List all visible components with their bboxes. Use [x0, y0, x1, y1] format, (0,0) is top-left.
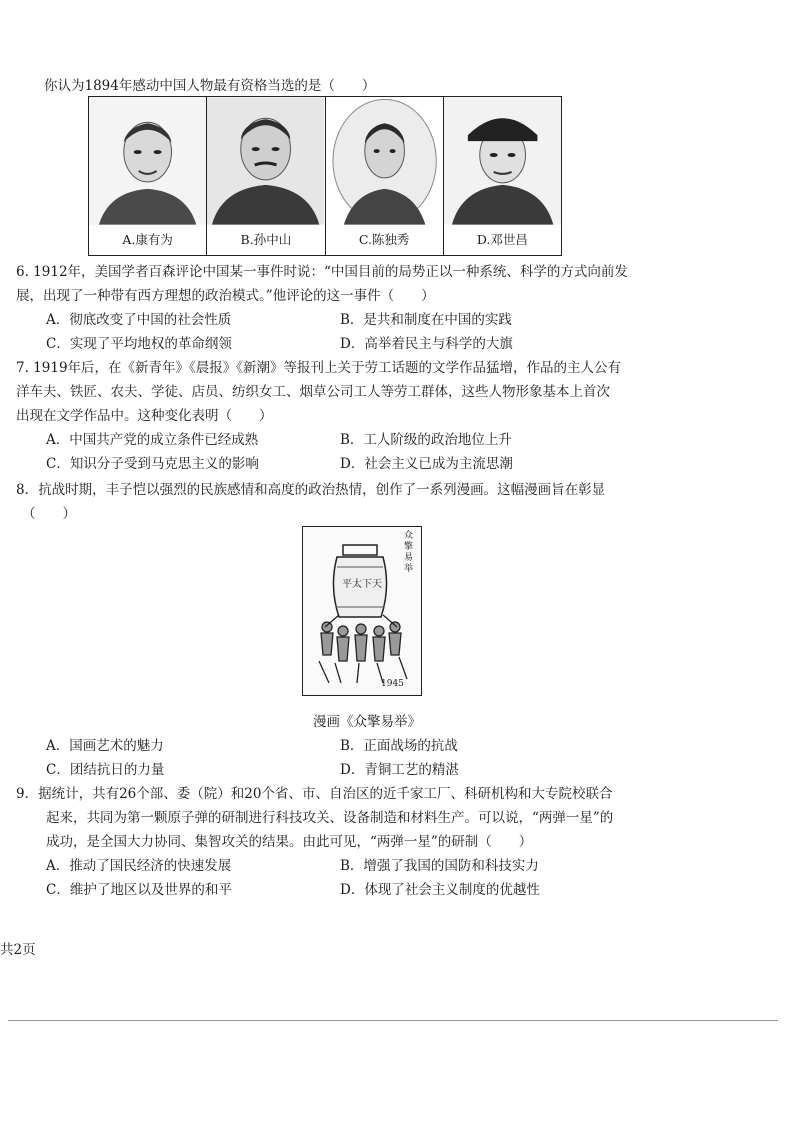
- cartoon-year: 1945: [381, 679, 404, 689]
- q7-option-c[interactable]: C．知识分子受到马克思主义的影响: [46, 456, 259, 472]
- q9-option-a[interactable]: A．推动了国民经济的快速发展: [46, 858, 232, 874]
- photo-caption-a: A.康有为: [122, 232, 173, 247]
- cartoon-zhong-qing-yi-ju: [302, 526, 422, 696]
- q9-stem-line2: 起来，共同为第一颗原子弹的研制进行科技攻关、设备制造和材料生产。可以说，“两弹一星”的: [46, 810, 614, 826]
- q5-stem: 你认为1894年感动中国人物最有资格当选的是（ ）: [44, 78, 376, 94]
- photo-option-c: [326, 97, 444, 255]
- q9-stem-line3: 成功，是全国大力协同、集智攻关的结果。由此可见，“两弹一星”的研制（ ）: [46, 834, 533, 850]
- q8-stem-line1: 8．抗战时期，丰子恺以强烈的民族感情和高度的政治热情，创作了一系列漫画。这幅漫画旨在彰显: [16, 482, 606, 498]
- photo-option-a: [89, 97, 207, 255]
- portrait-kang-youwei: [89, 97, 206, 225]
- q6-option-c[interactable]: C．实现了平均地权的革命纲领: [46, 336, 232, 352]
- portrait-chen-duxiu: [326, 97, 443, 225]
- q9-option-b[interactable]: B．增强了我国的国防和科技实力: [340, 858, 539, 874]
- photo-caption-b: B.孙中山: [240, 232, 292, 247]
- q8-option-a[interactable]: A．国画艺术的魅力: [46, 738, 164, 754]
- bottom-rule: [8, 1020, 778, 1021]
- q9-option-d[interactable]: D．体现了社会主义制度的优越性: [340, 882, 540, 898]
- q8-stem-line2: （ ）: [22, 506, 76, 522]
- photo-option-b: [207, 97, 325, 255]
- q6-option-d[interactable]: D．高举着民主与科学的大旗: [340, 336, 513, 352]
- portrait-sun-zhongshan: [207, 97, 324, 225]
- cartoon-caption: 漫画《众擎易举》: [313, 714, 421, 730]
- page-footer: 共2页: [0, 942, 36, 958]
- q8-option-d[interactable]: D．青铜工艺的精湛: [340, 762, 459, 778]
- q9-stem-line1: 9．据统计，共有26个部、委（院）和20个省、市、自治区的近千家工厂、科研机构和大专院校联合: [16, 786, 613, 802]
- q7-stem-line2: 洋车夫、铁匠、农夫、学徒、店员、纺织女工、烟草公司工人等劳工群体，这些人物形象基本上首次: [16, 384, 610, 400]
- q6-option-a[interactable]: A．彻底改变了中国的社会性质: [46, 312, 232, 328]
- q6-option-b[interactable]: B．是共和制度在中国的实践: [340, 312, 512, 328]
- photo-caption-d: D.邓世昌: [476, 232, 528, 247]
- q8-option-c[interactable]: C．团结抗日的力量: [46, 762, 165, 778]
- q7-stem-line3: 出现在文学作品中。这种变化表明（ ）: [16, 408, 273, 424]
- q7-option-b[interactable]: B．工人阶级的政治地位上升: [340, 432, 512, 448]
- q6-stem-line1: 6. 1912年，美国学者百森评论中国某一事件时说：“中国目前的局势正以一种系统、科学的方式向前发: [16, 264, 628, 280]
- q9-option-c[interactable]: C．维护了地区以及世界的和平: [46, 882, 232, 898]
- q7-option-d[interactable]: D．社会主义已成为主流思潮: [340, 456, 513, 472]
- cartoon-jar-text: 平太下天: [342, 579, 382, 590]
- q6-stem-line2: 展，出现了一种带有西方理想的政治模式。”他评论的这一事件（ ）: [16, 288, 435, 304]
- portrait-deng-shichang: [444, 97, 561, 225]
- photo-caption-c: C.陈独秀: [358, 232, 410, 247]
- q7-option-a[interactable]: A．中国共产党的成立条件已经成熟: [46, 432, 259, 448]
- cartoon-vertical-title: 众擎易举: [404, 531, 414, 574]
- photo-option-d: [444, 97, 561, 255]
- q5-photo-table: [88, 96, 562, 256]
- q8-option-b[interactable]: B．正面战场的抗战: [340, 738, 458, 754]
- q7-stem-line1: 7. 1919年后，在《新青年》《晨报》《新潮》等报刊上关于劳工话题的文学作品猛增，作品的主人公有: [16, 360, 622, 376]
